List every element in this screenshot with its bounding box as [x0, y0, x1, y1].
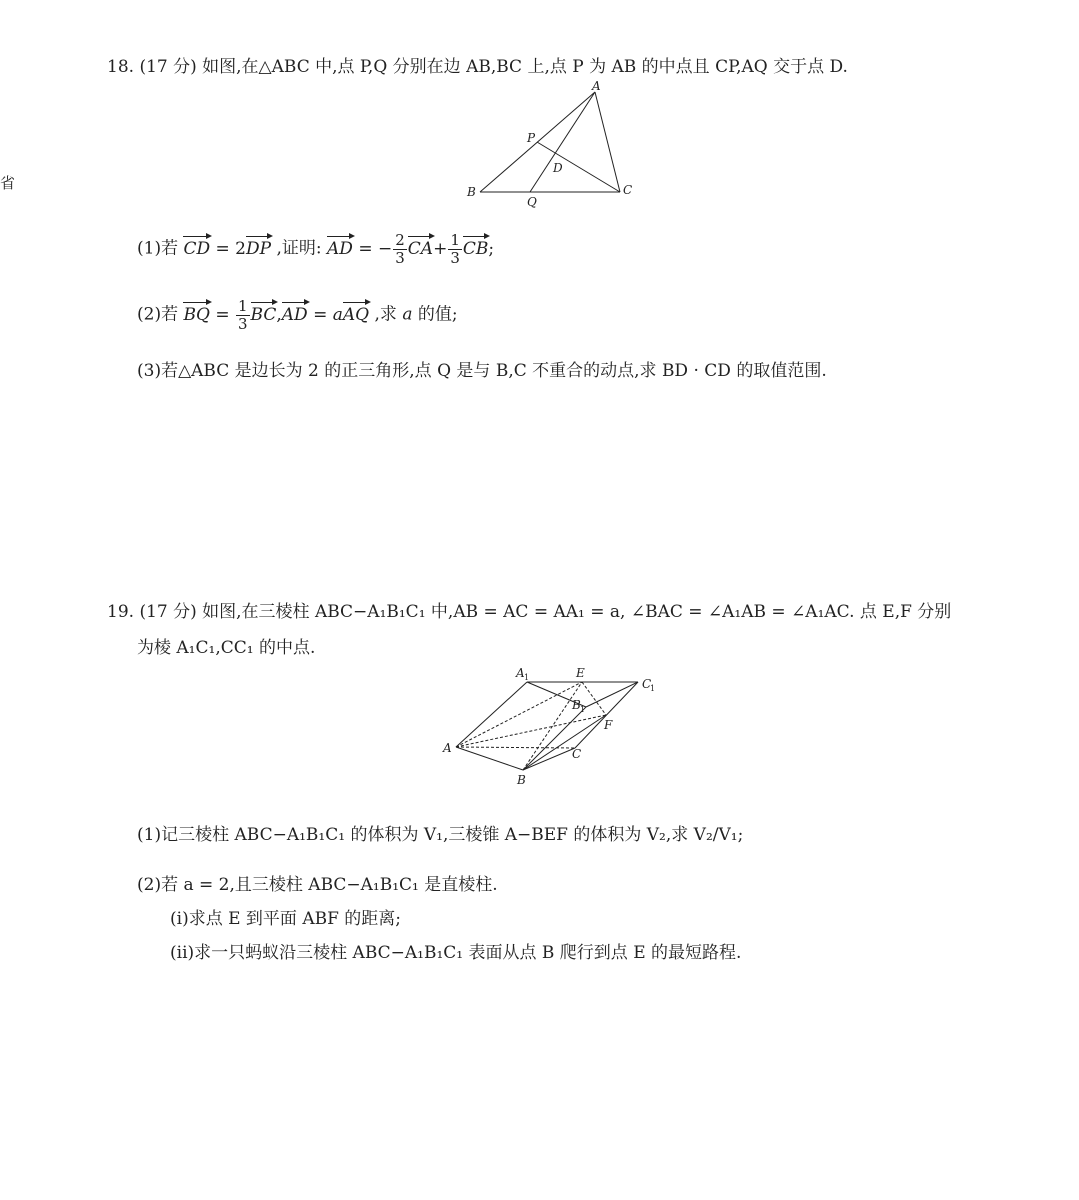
q18-part1-cond: CD = 2DP	[183, 238, 272, 259]
label-A1: A	[516, 666, 525, 680]
segment-EF	[582, 682, 606, 715]
q18-part2-prefix: (2)若	[137, 304, 184, 325]
segment-AQ	[530, 92, 595, 192]
segment-CP	[537, 142, 620, 192]
label-C: C	[572, 747, 582, 761]
label-C: C	[623, 183, 633, 197]
q18-part1	[137, 232, 494, 266]
label-E: E	[576, 666, 585, 680]
q18-part1-prefix: (1)若	[137, 238, 184, 259]
edge-AA1	[456, 682, 527, 747]
q18-part3: (3)若△ABC 是边长为 2 的正三角形,点 Q 是与 B,C 不重合的动点,求 BD · CD 的取值范围.	[137, 361, 827, 381]
q19-part2-ii: (ii)求一只蚂蚁沿三棱柱 ABC−A₁B₁C₁ 表面从点 B 爬行到点 E 的最短路程.	[170, 943, 742, 963]
label-B: B	[467, 185, 476, 199]
edge-CC1	[575, 682, 638, 748]
svg-text:1: 1	[524, 673, 530, 682]
q19-part2-i: (i)求点 E 到平面 ABF 的距离;	[170, 909, 402, 929]
label-A: A	[592, 80, 601, 93]
q18-header: 18. (17 分) 如图,在△ABC 中,点 P,Q 分别在边 AB,BC 上,点 P 为 AB 的中点且 CP,AQ 交于点 D.	[107, 57, 848, 77]
q18-part1-claim: AD = − $\frac{2}{3}$ CA+ $\frac{1}{3}$ CB;	[327, 231, 495, 267]
label-C1: C	[642, 677, 652, 691]
edge-B1C1	[586, 682, 638, 707]
q18-part2	[137, 298, 458, 332]
label-D: D	[553, 161, 563, 175]
q19-part2: (2)若 a = 2,且三棱柱 ABC−A₁B₁C₁ 是直棱柱.	[137, 875, 498, 895]
svg-text:1: 1	[650, 684, 656, 693]
edge-BC	[523, 748, 575, 770]
q19-prism-figure	[438, 662, 668, 790]
edge-AB	[456, 747, 523, 770]
q18-triangle-figure	[455, 80, 645, 210]
svg-text:1: 1	[580, 705, 586, 714]
segment-AE	[456, 682, 582, 747]
label-Q: Q	[527, 195, 537, 209]
edge-AC	[595, 92, 620, 192]
segment-BF	[523, 715, 606, 770]
label-A: A	[443, 741, 452, 755]
q18-part1-mid: ,证明:	[276, 238, 322, 259]
segment-AF	[456, 715, 606, 747]
q19-part1: (1)记三棱柱 ABC−A₁B₁C₁ 的体积为 V₁,三棱锥 A−BEF 的体积为 V₂,求 V₂/V₁;	[137, 825, 744, 845]
q19-header-line2: 为棱 A₁C₁,CC₁ 的中点.	[137, 638, 316, 658]
margin-mark: 省	[0, 174, 16, 192]
q19-header-line1: 19. (17 分) 如图,在三棱柱 ABC−A₁B₁C₁ 中,AB = AC = AA₁ = a, ∠BAC = ∠A₁AB = ∠A₁AC. 点 E,F 分别	[107, 602, 952, 622]
label-B: B	[517, 773, 526, 787]
q18-part2-cond: BQ = $\frac{1}{3}$ BC,AD = aAQ	[183, 297, 370, 333]
q18-part2-suffix: ,求 a 的值;	[374, 304, 458, 325]
label-B1: B	[572, 698, 581, 712]
label-P: P	[527, 131, 536, 145]
label-F: F	[604, 718, 613, 732]
